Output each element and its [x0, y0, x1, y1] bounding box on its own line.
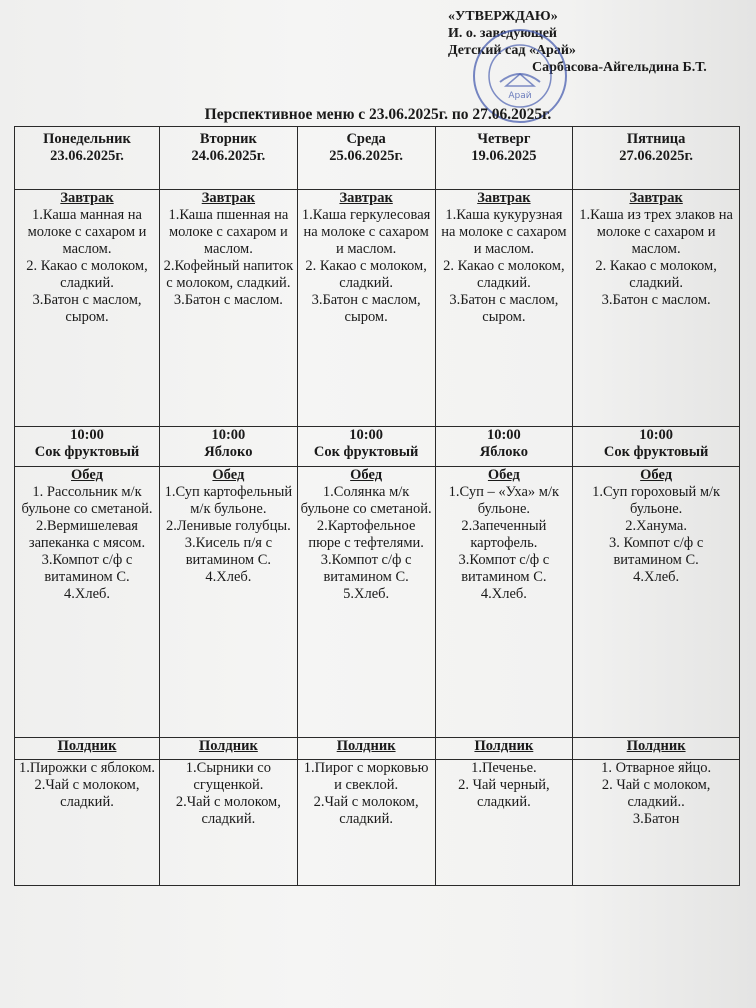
lunch-cell-1: Обед 1.Суп картофельный м/к бульоне. 2.Ленивые голубцы. 3.Кисель п/я с витамином С. 4.Хлеб. — [160, 467, 298, 738]
breakfast-cell-0: Завтрак 1.Каша манная на молоке с сахаром и маслом. 2. Какао с молоком, сладкий. 3.Батон с маслом, сыром. — [15, 189, 160, 426]
tea-label-0: Полдник — [15, 738, 160, 760]
lunch-row — [15, 467, 740, 738]
tea-cell-3: 1.Печенье. 2. Чай черный, сладкий. — [435, 760, 573, 886]
day-header-2: Среда 25.06.2025г. — [297, 127, 435, 190]
tea-label-4: Полдник — [573, 738, 740, 760]
breakfast-cell-2: Завтрак 1.Каша геркулесовая на молоке с сахаром и маслом. 2. Какао с молоком, сладкий. 3.Батон с маслом, сыром. — [297, 189, 435, 426]
approval-signer: Сарбасова-Айгельдина Б.Т. — [532, 60, 707, 75]
lunch-cell-3: Обед 1.Суп – «Уха» м/к бульоне. 2.Запеченный картофель. 3.Компот с/ф с витамином С. 4.Хлеб. — [435, 467, 573, 738]
tea-cell-0: 1.Пирожки с яблоком. 2.Чай с молоком, сладкий. — [15, 760, 160, 886]
snack-cell-0: 10:00 Сок фруктовый — [15, 426, 160, 466]
breakfast-row — [15, 189, 740, 426]
approval-position: И. о. заведующей — [448, 26, 557, 41]
stamp-text: Арай — [508, 91, 532, 101]
tea-label-1: Полдник — [160, 738, 298, 760]
menu-table — [14, 126, 740, 886]
header-row — [15, 127, 740, 190]
approval-org: Детский сад «Арай» — [448, 43, 576, 58]
snack-cell-1: 10:00 Яблоко — [160, 426, 298, 466]
page-title: Перспективное меню с 23.06.2025г. по 27.06.2025г. — [204, 106, 552, 123]
breakfast-cell-3: Завтрак 1.Каша кукурузная на молоке с сахаром и маслом. 2. Какао с молоком, сладкий. 3.Батон с маслом, сыром. — [435, 189, 573, 426]
day-header-3: Четверг 19.06.2025 — [435, 127, 573, 190]
breakfast-cell-4: Завтрак 1.Каша из трех злаков на молоке с сахаром и маслом. 2. Какао с молоком, сладкий. 3.Батон с маслом. — [573, 189, 740, 426]
lunch-cell-0: Обед 1. Рассольник м/к бульоне со сметаной. 2.Вермишелевая запеканка с мясом. 3.Компот с/ф с витамином С. 4.Хлеб. — [15, 467, 160, 738]
snack-cell-4: 10:00 Сок фруктовый — [573, 426, 740, 466]
tea-cell-1: 1.Сырники со сгущенкой. 2.Чай с молоком, сладкий. — [160, 760, 298, 886]
tea-cell-4: 1. Отварное яйцо. 2. Чай с молоком, сладкий.. 3.Батон — [573, 760, 740, 886]
day-header-4: Пятница 27.06.2025г. — [573, 127, 740, 190]
lunch-cell-4: Обед 1.Суп гороховый м/к бульоне. 2.Ханума. 3. Компот с/ф с витамином С. 4.Хлеб. — [573, 467, 740, 738]
snack-cell-2: 10:00 Сок фруктовый — [297, 426, 435, 466]
approval-heading: «УТВЕРЖДАЮ» — [448, 9, 558, 24]
breakfast-cell-1: Завтрак 1.Каша пшенная на молоке с сахаром и маслом. 2.Кофейный напиток с молоком, сладкий. 3.Батон с маслом. — [160, 189, 298, 426]
lunch-cell-2: Обед 1.Солянка м/к бульоне со сметаной. 2.Картофельное пюре с тефтелями. 3.Компот с/ф с витамином С. 5.Хлеб. — [297, 467, 435, 738]
snack-row — [15, 426, 740, 466]
snack-cell-3: 10:00 Яблоко — [435, 426, 573, 466]
tea-cell-2: 1.Пирог с морковью и свеклой. 2.Чай с молоком, сладкий. — [297, 760, 435, 886]
tea-label-row — [15, 738, 740, 760]
tea-label-2: Полдник — [297, 738, 435, 760]
day-header-1: Вторник 24.06.2025г. — [160, 127, 298, 190]
tea-label-3: Полдник — [435, 738, 573, 760]
day-header-0: Понедельник 23.06.2025г. — [15, 127, 160, 190]
tea-row — [15, 760, 740, 886]
